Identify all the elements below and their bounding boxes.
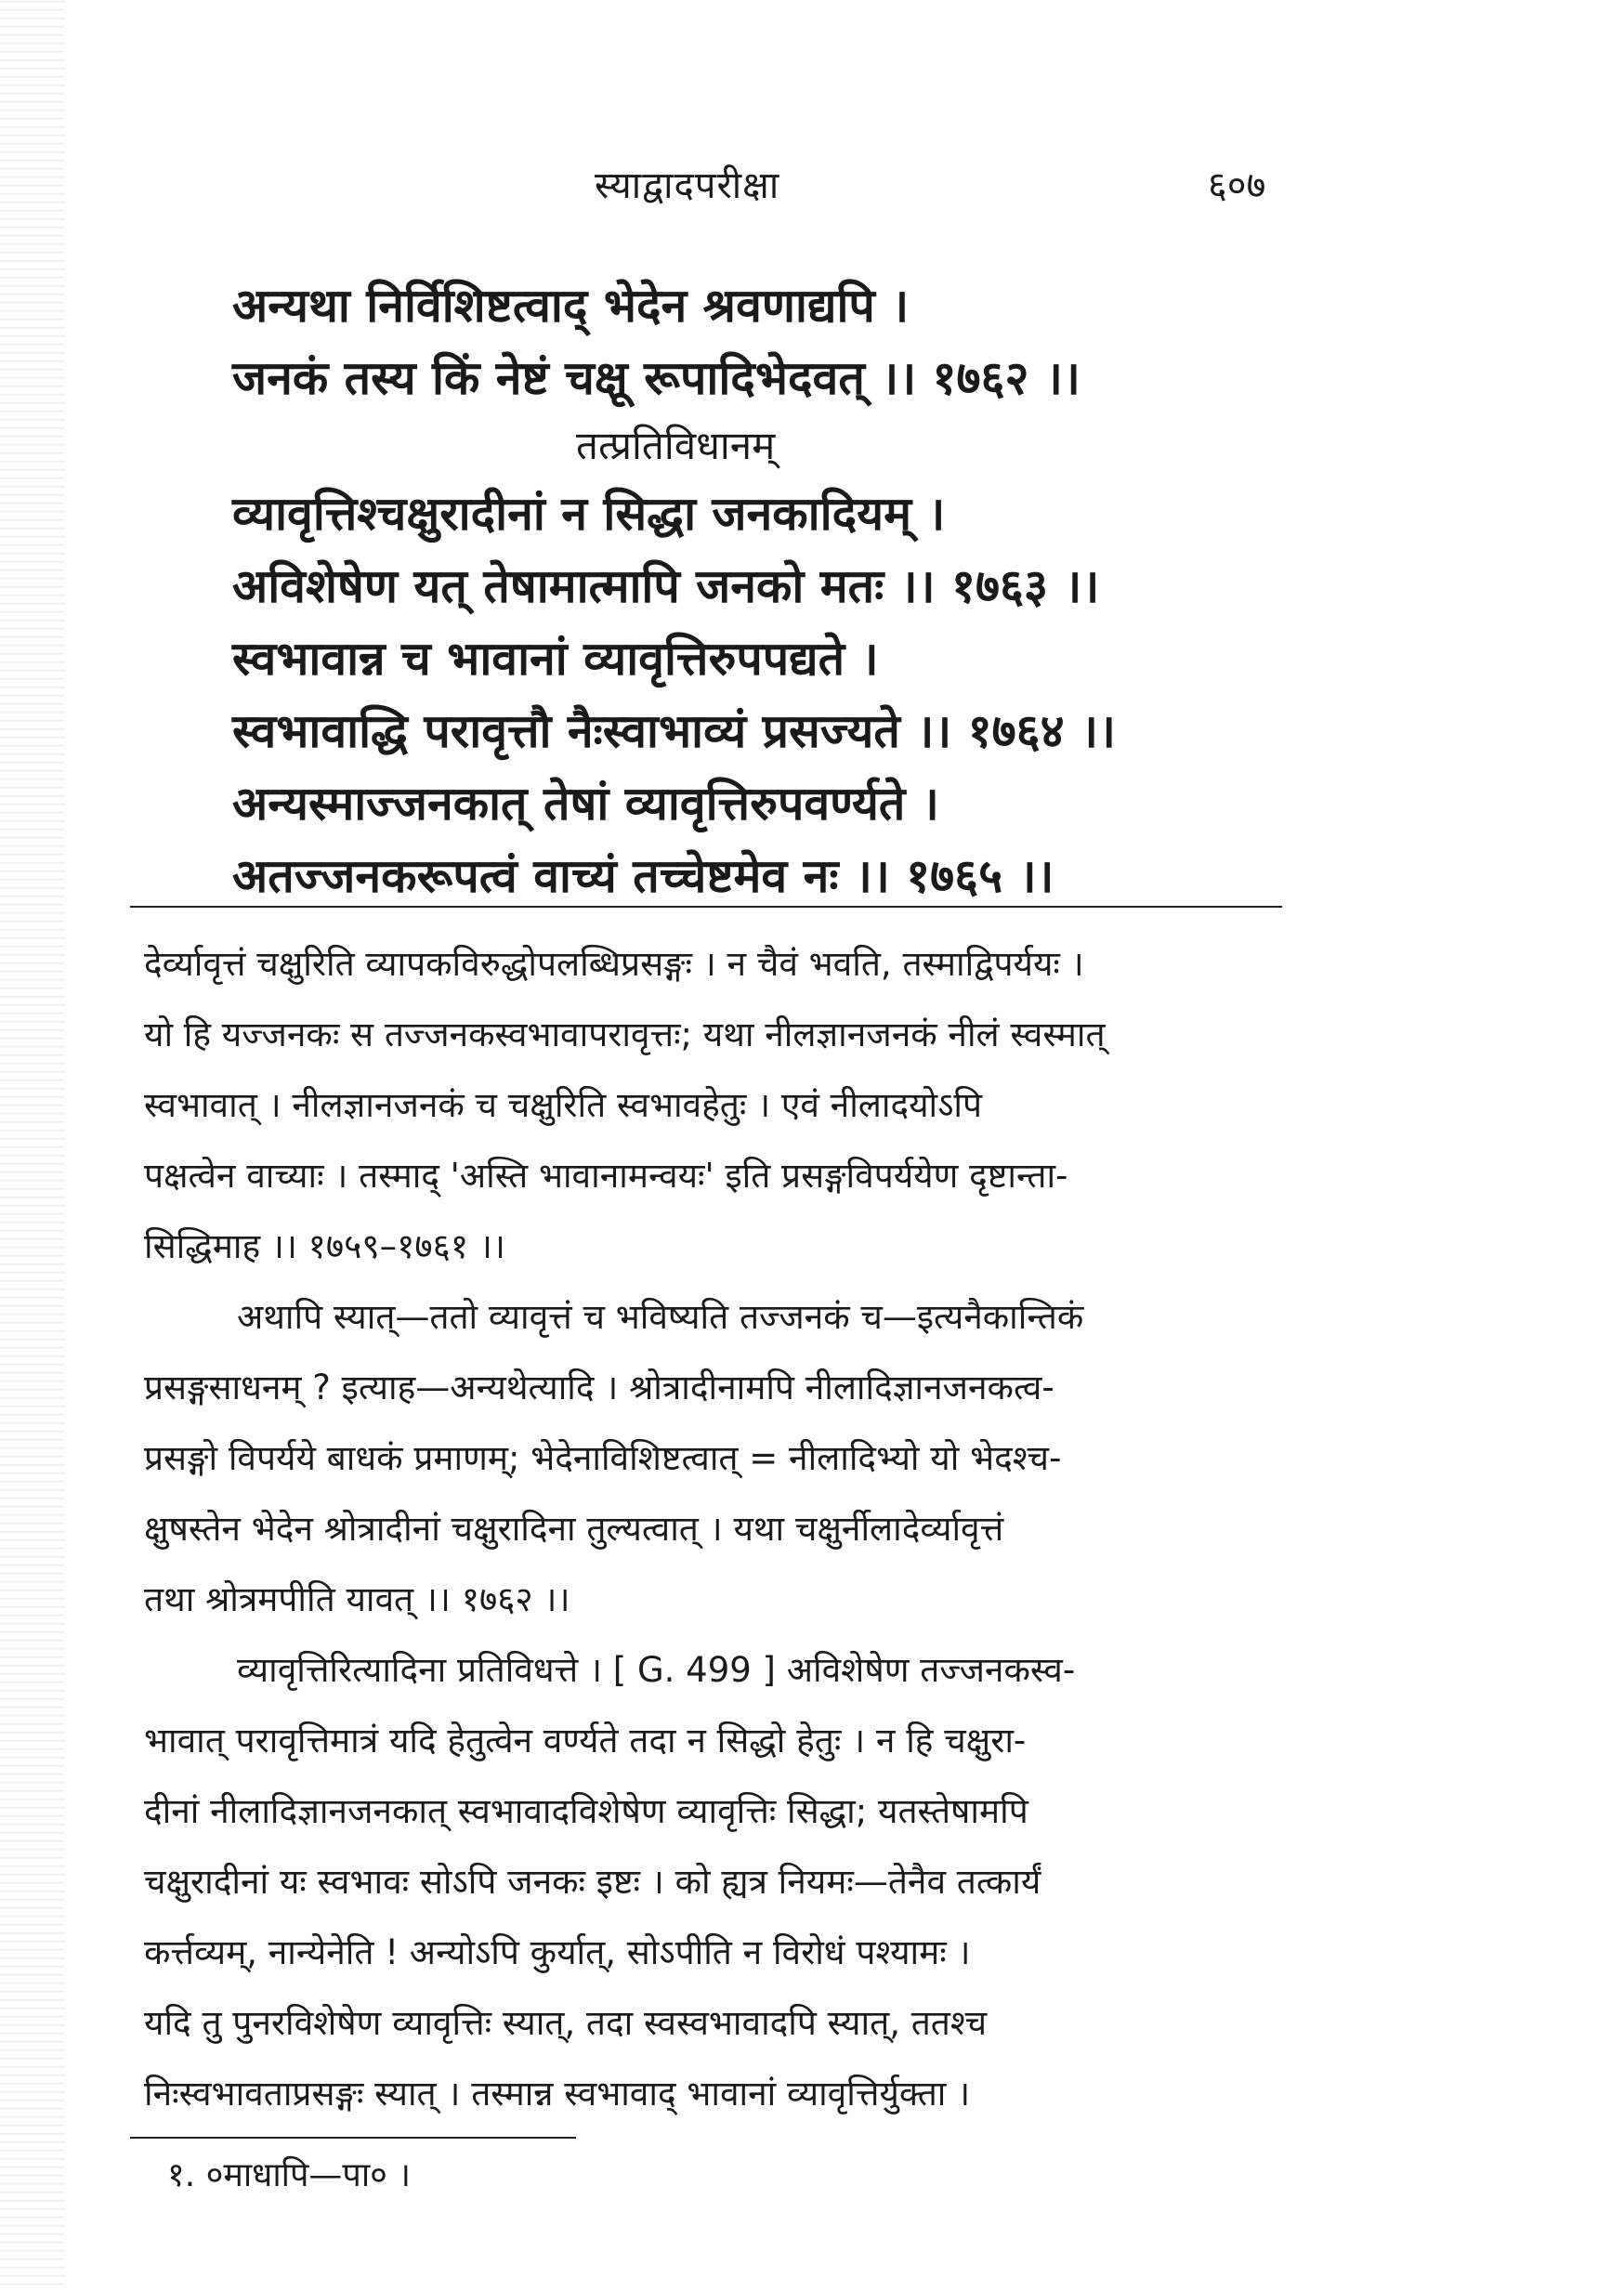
footnote-rule [130,2137,576,2139]
commentary-line: चक्षुरादीनां यः स्वभावः सोऽपि जनकः इष्टः । को ह्यत्र नियमः—तेनैव तत्कार्यं [144,1862,1041,1902]
verse-line: अन्यस्माज्जनकात् तेषां व्यावृत्तिरुपवर्ण्यते । [232,776,939,831]
commentary-line: प्रसङ्गसाधनम् ? इत्याह—अन्यथेत्यादि । श्रोत्रादीनामपि नीलादिज्ञानजनकत्व- [144,1368,1054,1407]
verse-line: अविशेषेण यत् तेषामात्मापि जनको मतः ।। १७६३ ।। [232,558,1100,613]
commentary-line: कर्त्तव्यम्, नान्येनेति ! अन्योऽपि कुर्यात्, सोऽपीति न विरोधं पश्यामः । [144,1932,971,1972]
section-heading: तत्प्रतिविधानम् [576,423,776,468]
commentary-line: व्यावृत्तिरित्यादिना प्रतिविधत्ते । [ G. 499 ] अविशेषेण तज्जनकस्व- [237,1650,1076,1690]
verse-line: व्यावृत्तिश्चक्षुरादीनां न सिद्धा जनकादियम् । [232,486,946,541]
commentary-line: प्रसङ्गो विपर्यये बाधकं प्रमाणम्; भेदेनाविशिष्टत्वात् = नीलादिभ्यो यो भेदश्च- [144,1438,1062,1478]
verse-block [232,269,1273,912]
commentary-line: पक्षत्वेन वाच्याः । तस्माद् 'अस्ति भावानामन्वयः' इति प्रसङ्गविपर्ययेण दृष्टान्ता- [144,1156,1068,1196]
commentary-line: भावात् परावृत्तिमात्रं यदि हेतुत्वेन वर्ण्यते तदा न सिद्धो हेतुः । न हि चक्षुरा- [144,1721,1027,1761]
commentary-line: निःस्वभावताप्रसङ्गः स्यात् । तस्मान्न स्वभावाद् भावानां व्यावृत्तिर्युक्ता । [144,2074,971,2114]
divider-rule [130,906,1282,908]
commentary-line: सिद्धिमाह ।। १७५९–१७६१ ।। [144,1226,505,1266]
commentary-line: तथा श्रोत्रमपीति यावत् ।। १७६२ ।। [144,1579,570,1619]
commentary-line: यो हि यज्जनकः स तज्जनकस्वभावापरावृत्तः; यथा नीलज्ञानजनकं नीलं स्वस्मात् [144,1015,1106,1054]
verse-line: अन्यथा निर्विशिष्टत्वाद् भेदेन श्रवणाद्यपि । [232,278,910,333]
verse-line: स्वभावाद्धि परावृत्तौ नैःस्वाभाव्यं प्रसज्यते ।। १७६४ ।। [232,703,1116,758]
commentary-line: क्षुषस्तेन भेदेन श्रोत्रादीनां चक्षुरादिना तुल्यत्वात् । यथा चक्षुर्नीलादेर्व्यावृत्तं [144,1509,1004,1549]
commentary-line: स्वभावात् । नीलज्ञानजनकं च चक्षुरिति स्वभावहेतुः । एवं नीलादयोऽपि [144,1085,983,1125]
commentary-line: देर्व्यावृत्तं चक्षुरिति व्यापकविरुद्धोपलब्धिप्रसङ्गः । न चैवं भवति, तस्माद्विपर्ययः । [144,944,1084,984]
running-title: स्याद्वादपरीक्षा [595,164,780,207]
page-edge-shadow [0,0,65,2291]
commentary-block [144,929,1296,2129]
verse-line: स्वभावान्न च भावानां व्यावृत्तिरुपपद्यते । [232,631,879,686]
verse-line: जनकं तस्य किं नेष्टं चक्षू रूपादिभेदवत् ।। १७६२ ।। [232,350,1080,405]
commentary-line: यदि तु पुनरविशेषेण व्यावृत्तिः स्यात्, तदा स्वस्वभावादपि स्यात्, ततश्च [144,2003,988,2043]
verse-line: अतज्जनकरूपत्वं वाच्यं तच्चेष्टमेव नः ।। १७६५ ।। [232,848,1054,903]
running-head [0,158,1624,214]
footnote: १. ०माधापि—पा० । [167,2156,411,2194]
page-number: ६०७ [1208,164,1266,207]
commentary-line: दीनां नीलादिज्ञानजनकात् स्वभावादविशेषेण व्यावृत्तिः सिद्धा; यतस्तेषामपि [144,1791,1028,1831]
commentary-line: अथापि स्यात्—ततो व्यावृत्तं च भविष्यति तज्जनकं च—इत्यनैकान्तिकं [237,1297,1084,1337]
